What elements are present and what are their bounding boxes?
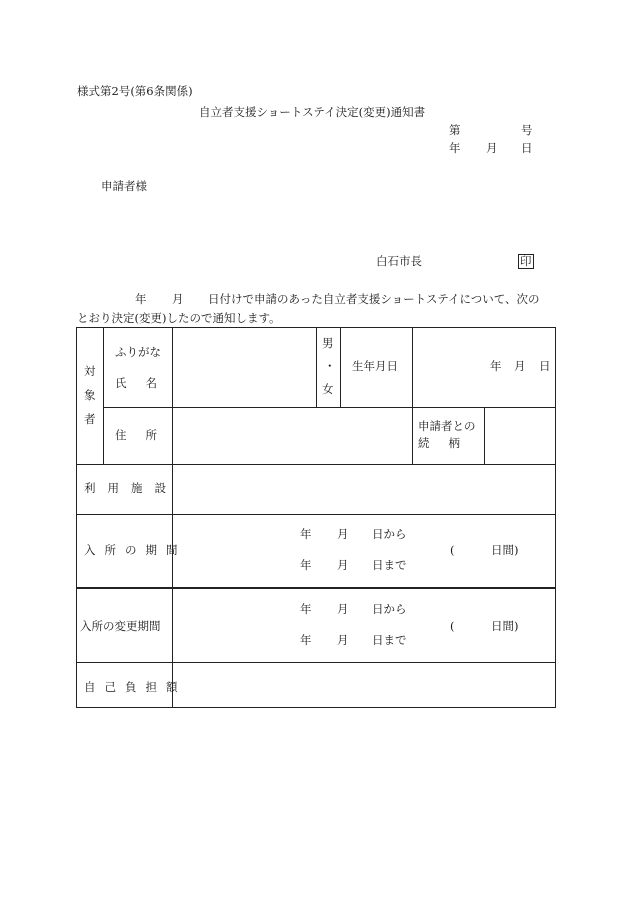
change-days-open: ( [450,619,455,633]
burden-label: 自己負担額 [84,680,187,694]
period-to-year: 年 [300,558,312,572]
period-from-month: 月 [337,527,349,541]
sex-female: 女 [322,382,334,396]
change-period-label: 入所の変更期間 [80,619,161,633]
furigana-label: ふりがな [115,345,161,359]
period-days-suffix: 日間) [491,543,519,557]
birth-day: 日 [539,359,551,373]
relation-label-2: 続柄 [418,436,479,450]
name-label: 氏名 [115,376,176,390]
period-to-suffix: 日まで [372,558,407,572]
body-month: 月 [172,292,184,306]
birth-month: 月 [514,359,526,373]
body-year: 年 [135,292,147,306]
doc-date-month: 月 [486,141,498,155]
subject-label-3: 者 [84,412,96,426]
page-title: 自立者支援ショートステイ決定(変更)通知書 [199,105,426,119]
birth-year: 年 [490,359,502,373]
period-from-suffix: 日から [372,527,407,541]
period-from-year: 年 [300,527,312,541]
change-from-month: 月 [337,602,349,616]
recipient: 申請者様 [101,179,147,193]
change-to-month: 月 [337,633,349,647]
subject-label-2: 象 [84,388,96,402]
facility-label: 利用施設 [84,481,178,495]
change-from-year: 年 [300,602,312,616]
doc-no-go: 号 [521,123,533,137]
change-to-suffix: 日まで [372,633,407,647]
body-line1: 日付けで申請のあった自立者支援ショートステイについて、次の [208,292,540,306]
subject-label-1: 対 [84,364,96,378]
period-to-month: 月 [337,558,349,572]
change-from-suffix: 日から [372,602,407,616]
seal-mark: 印 [520,254,532,268]
period-label: 入所の期間 [84,543,187,557]
change-days-suffix: 日間) [491,619,519,633]
body-line2: とおり決定(変更)したので通知します。 [77,311,281,325]
period-days-open: ( [450,543,455,557]
doc-date-year: 年 [449,141,461,155]
address-label: 住所 [115,428,176,442]
doc-no-dai: 第 [449,123,461,137]
form-number: 様式第2号(第6条関係) [77,84,193,98]
relation-label-1: 申請者との [418,419,476,433]
change-to-year: 年 [300,633,312,647]
birth-label: 生年月日 [352,359,398,373]
doc-date-day: 日 [521,141,533,155]
sex-dot: ・ [324,359,336,373]
issuer: 白石市長 [376,254,422,268]
sex-male: 男 [322,336,334,350]
